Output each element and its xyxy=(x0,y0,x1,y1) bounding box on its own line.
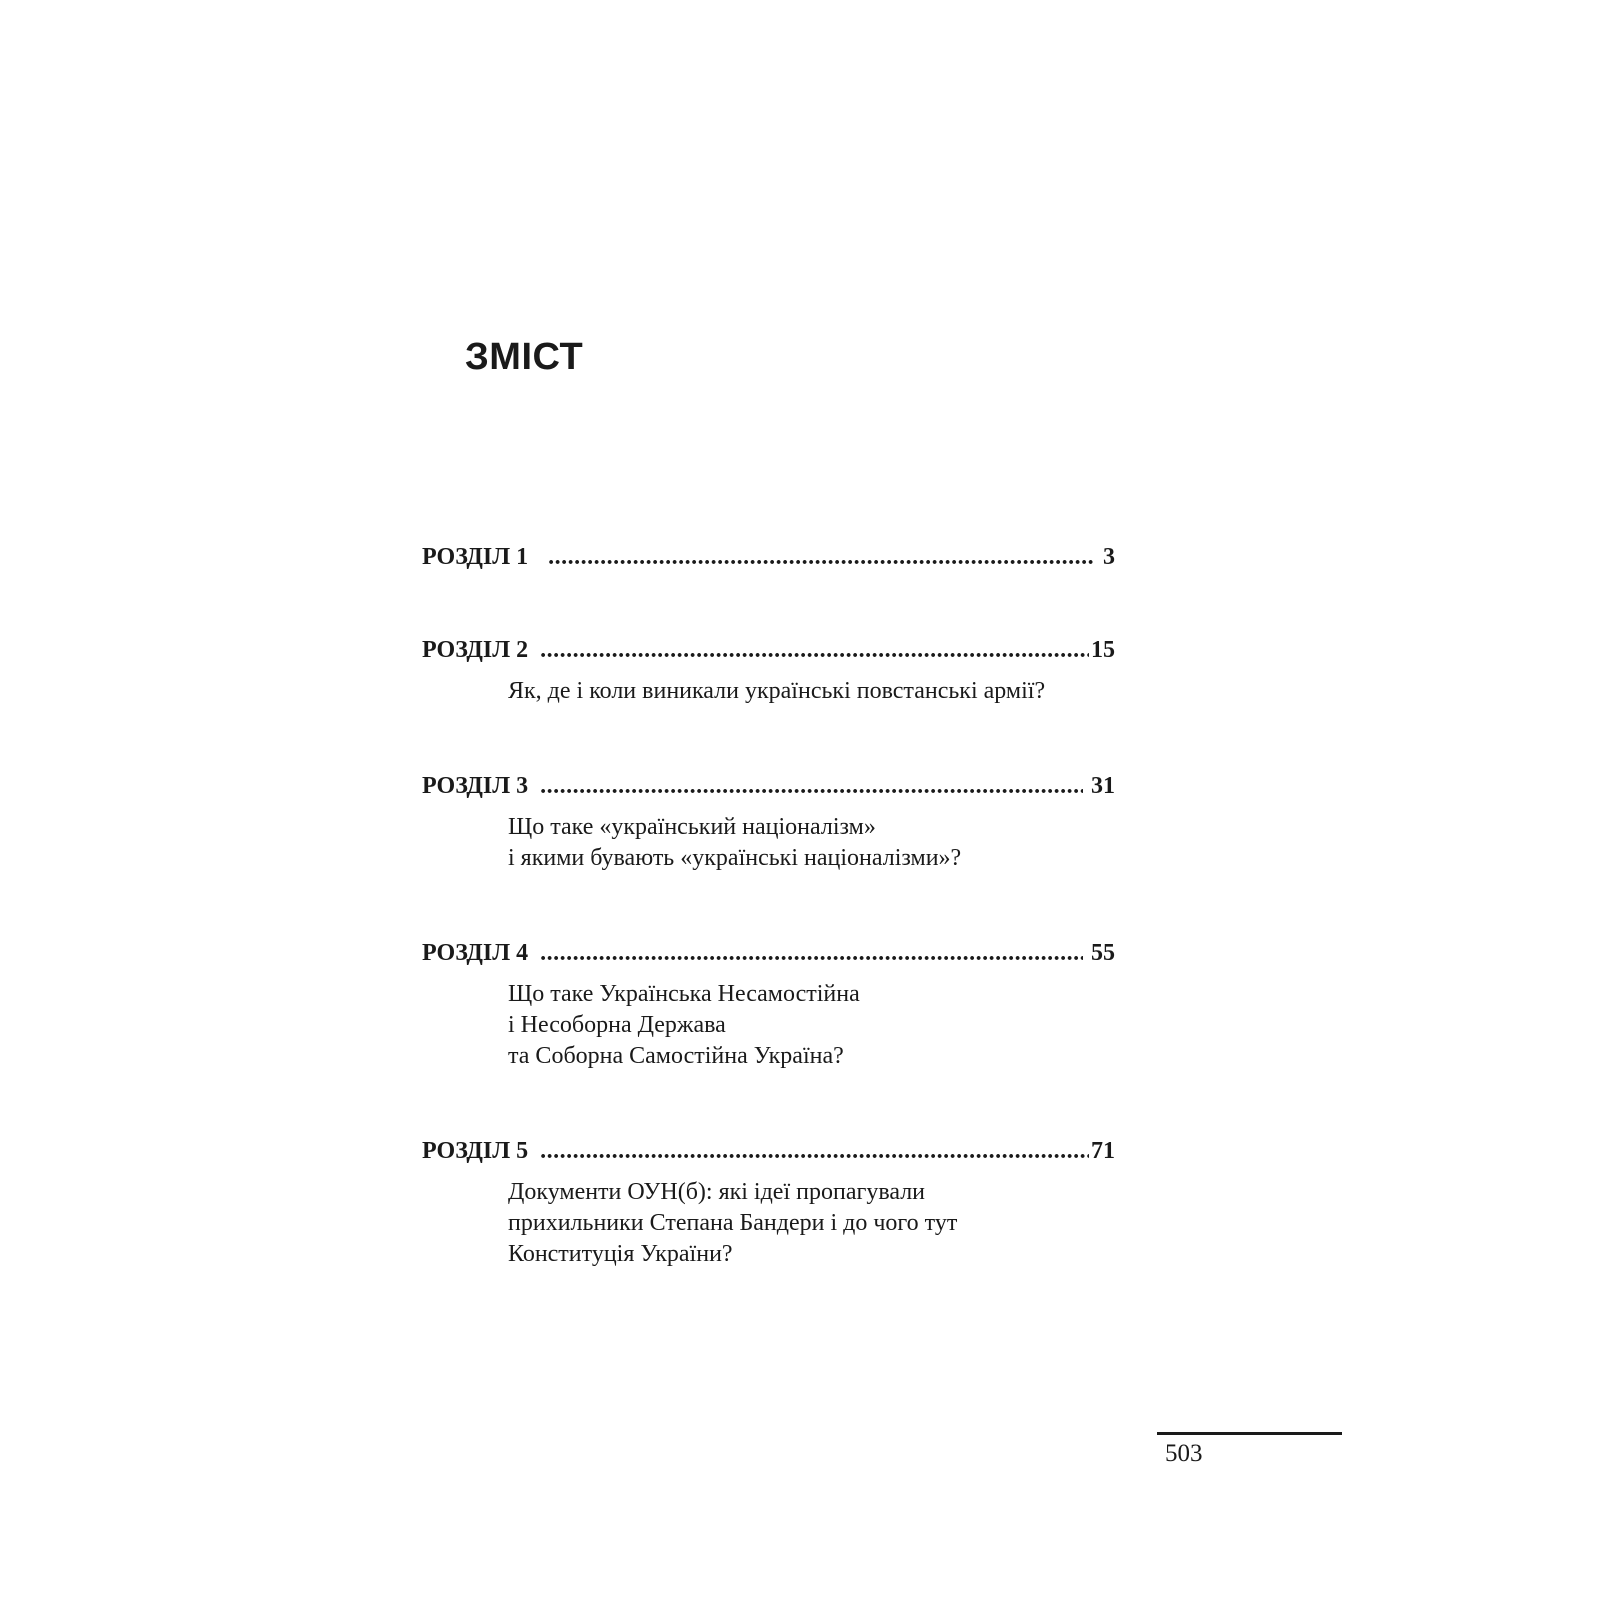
dot-leader xyxy=(540,774,1083,798)
page-number: 15 xyxy=(1091,637,1115,663)
subtitle-line: та Соборна Самостійна Україна? xyxy=(508,1043,844,1069)
footer-rule xyxy=(1157,1432,1342,1435)
toc-entry-3[interactable] xyxy=(422,774,1115,874)
chapter-subtitle xyxy=(508,1177,1115,1270)
page-number: 55 xyxy=(1091,940,1115,966)
chapter-subtitle xyxy=(508,812,1115,874)
chapter-label: РОЗДІЛ 3 xyxy=(422,773,529,799)
subtitle-line: і Несоборна Держава xyxy=(508,1012,726,1038)
toc-entry-heading xyxy=(422,1139,1115,1163)
dot-leader xyxy=(548,545,1095,569)
chapter-label: РОЗДІЛ 2 xyxy=(422,637,529,663)
page-number: 71 xyxy=(1091,1138,1115,1164)
page-title: ЗМІСТ xyxy=(465,336,584,378)
subtitle-line: Документи ОУН(б): які ідеї пропагували xyxy=(508,1179,926,1205)
folio-page-number: 503 xyxy=(1165,1440,1203,1467)
toc-entry-2[interactable] xyxy=(422,638,1115,707)
dot-leader xyxy=(540,1139,1089,1163)
dot-leader xyxy=(540,638,1089,662)
chapter-subtitle xyxy=(508,979,1115,1072)
subtitle-line: і якими бувають «українські націоналізми»? xyxy=(508,845,962,871)
chapter-label: РОЗДІЛ 4 xyxy=(422,940,529,966)
chapter-subtitle xyxy=(508,676,1115,707)
chapter-label: РОЗДІЛ 5 xyxy=(422,1138,529,1164)
dot-leader xyxy=(540,941,1083,965)
subtitle-line: Як, де і коли виникали українські повстанські армії? xyxy=(508,678,1046,704)
chapter-label: РОЗДІЛ 1 xyxy=(422,544,529,570)
subtitle-line: прихильники Степана Бандери і до чого тут xyxy=(508,1210,958,1236)
toc-entry-1[interactable] xyxy=(422,545,1115,569)
toc-entry-heading xyxy=(422,545,1115,569)
toc-entry-heading xyxy=(422,638,1115,662)
toc-entry-4[interactable] xyxy=(422,941,1115,1072)
subtitle-line: Конституція України? xyxy=(508,1241,733,1267)
page-number: 3 xyxy=(1103,544,1115,570)
page-number: 31 xyxy=(1091,773,1115,799)
subtitle-line: Що таке Українська Несамостійна xyxy=(508,981,860,1007)
toc-entry-heading xyxy=(422,774,1115,798)
subtitle-line: Що таке «український націоналізм» xyxy=(508,814,876,840)
toc-entry-5[interactable] xyxy=(422,1139,1115,1270)
toc-entry-heading xyxy=(422,941,1115,965)
